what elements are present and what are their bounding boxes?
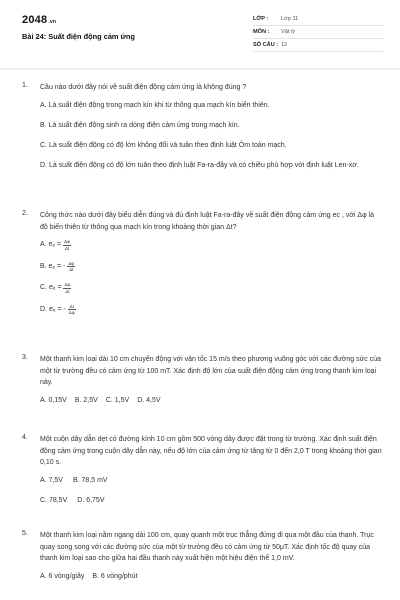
meta-subject: MÔN : Vật lý <box>253 26 383 39</box>
page-header <box>0 0 400 66</box>
question-number: 5. <box>22 530 28 537</box>
question-3 <box>22 354 382 416</box>
option-c[interactable]: C. 1,5V <box>105 396 130 404</box>
option-a[interactable]: A. 6 vòng/giây <box>40 572 85 580</box>
fraction: $\frac{\Delta\varphi}{\Delta t}$ <box>64 282 71 294</box>
option-c[interactable]: C. 78,5V <box>40 496 68 504</box>
lesson-meta <box>253 13 383 52</box>
question-number: 1. <box>22 82 28 89</box>
option-b[interactable]: B. Là suất điện động sinh ra dòng điện cảm ứng trong mạch kín. <box>40 121 240 129</box>
options <box>40 475 382 515</box>
option-b[interactable]: B. eₑ = - $\frac{\Delta\varphi}{\Delta t}$ <box>40 260 75 273</box>
option-d[interactable]: D. 6,75V <box>77 496 105 504</box>
option-d[interactable]: D. 4,5V <box>137 396 161 404</box>
option-b[interactable]: B. 2,5V <box>74 396 98 404</box>
fraction: $\frac{\Delta t}{\Delta\varphi}$ <box>68 303 75 316</box>
header-divider <box>0 68 400 70</box>
option-a[interactable]: A. 0,15V <box>40 396 67 404</box>
fraction: $\frac{\Delta\varphi}{\Delta t}$ <box>64 239 71 251</box>
question-text: Câu nào dưới đây nói về suất điện động cảm ứng là không đúng ? <box>40 84 247 91</box>
options <box>40 395 382 416</box>
site-logo[interactable]: 2048.vn <box>22 14 57 26</box>
meta-class: LỚP : Lớp 11 <box>253 13 383 26</box>
question-text: Một thanh kim loại nằm ngang dài 100 cm, quay quanh một trục thẳng đứng đi qua một đầu của thanh. Trục quay song song với các đường sức của một từ trường đều có cảm ứng từ 50μT. Xác định tốc độ quay của thanh kim loại sao cho giữa hai đầu thanh này xuất hiện một hiệu điện thế 1,0 mV. <box>40 532 374 562</box>
options <box>40 239 382 315</box>
question-list <box>0 78 400 600</box>
question-2 <box>22 210 382 325</box>
question-number: 3. <box>22 354 28 361</box>
question-1 <box>22 82 382 180</box>
option-c[interactable]: C. eₑ = $\frac{\Delta\varphi}{\Delta t}$ <box>40 282 71 294</box>
option-b[interactable]: B. 78,5 mV <box>72 476 108 484</box>
question-number: 4. <box>22 434 28 441</box>
meta-question-count: SỐ CÂU : 12 <box>253 39 383 52</box>
question-text: Một thanh kim loại dài 10 cm chuyển động với vận tốc 15 m/s theo phương vuông góc với các đường sức của một từ trường đều có cảm ứng từ 100 mT. Xác định độ lớn của suất điện động cảm ứng trong thanh kim loại này. <box>40 356 381 386</box>
question-4 <box>22 434 382 515</box>
options <box>40 571 382 592</box>
option-a[interactable]: A. Là suất điện động trong mạch kín khi từ thông qua mạch kín biến thiên. <box>40 101 270 109</box>
option-c[interactable]: C. Là suất điện động có độ lớn không đổi và tuân theo định luật Ôm toàn mạch. <box>40 141 287 149</box>
question-number: 2. <box>22 210 28 217</box>
question-5 <box>22 530 382 592</box>
question-text: Công thức nào dưới đây biểu diễn đúng và đủ định luật Fa-ra-đây về suất điện động cảm ứng ec , với Δφ là độ biến thiên từ thông qua mạch kín trong khoảng thời gian Δt? <box>40 212 375 231</box>
fraction: $\frac{\Delta\varphi}{\Delta t}$ <box>68 260 75 273</box>
option-d[interactable]: D. Là suất điện động có độ lớn tuân theo định luật Fa-ra-đây và có chiều phù hợp với định luật Len-xơ. <box>40 161 359 169</box>
options <box>40 100 382 171</box>
option-b[interactable]: B. 6 vòng/phút <box>92 572 138 580</box>
option-a[interactable]: A. eₑ = $\frac{\Delta\varphi}{\Delta t}$ <box>40 239 71 251</box>
option-d[interactable]: D. eₑ = - $\frac{\Delta t}{\Delta\varphi}$ <box>40 303 75 316</box>
lesson-title: Bài 24: Suất điện động cảm ứng <box>22 32 135 41</box>
option-a[interactable]: A. 7,5V <box>40 476 63 484</box>
question-text: Một cuộn dây dẫn dẹt có đường kính 10 cm gồm 500 vòng dây được đặt trong từ trường. Xác định suất điện động cảm ứng trong cuộn dây dẫn này, nếu độ lớn của cảm ứng từ tăng từ 0 đến 2,0 T trong khoảng thời gian 0,10 s. <box>40 436 382 466</box>
